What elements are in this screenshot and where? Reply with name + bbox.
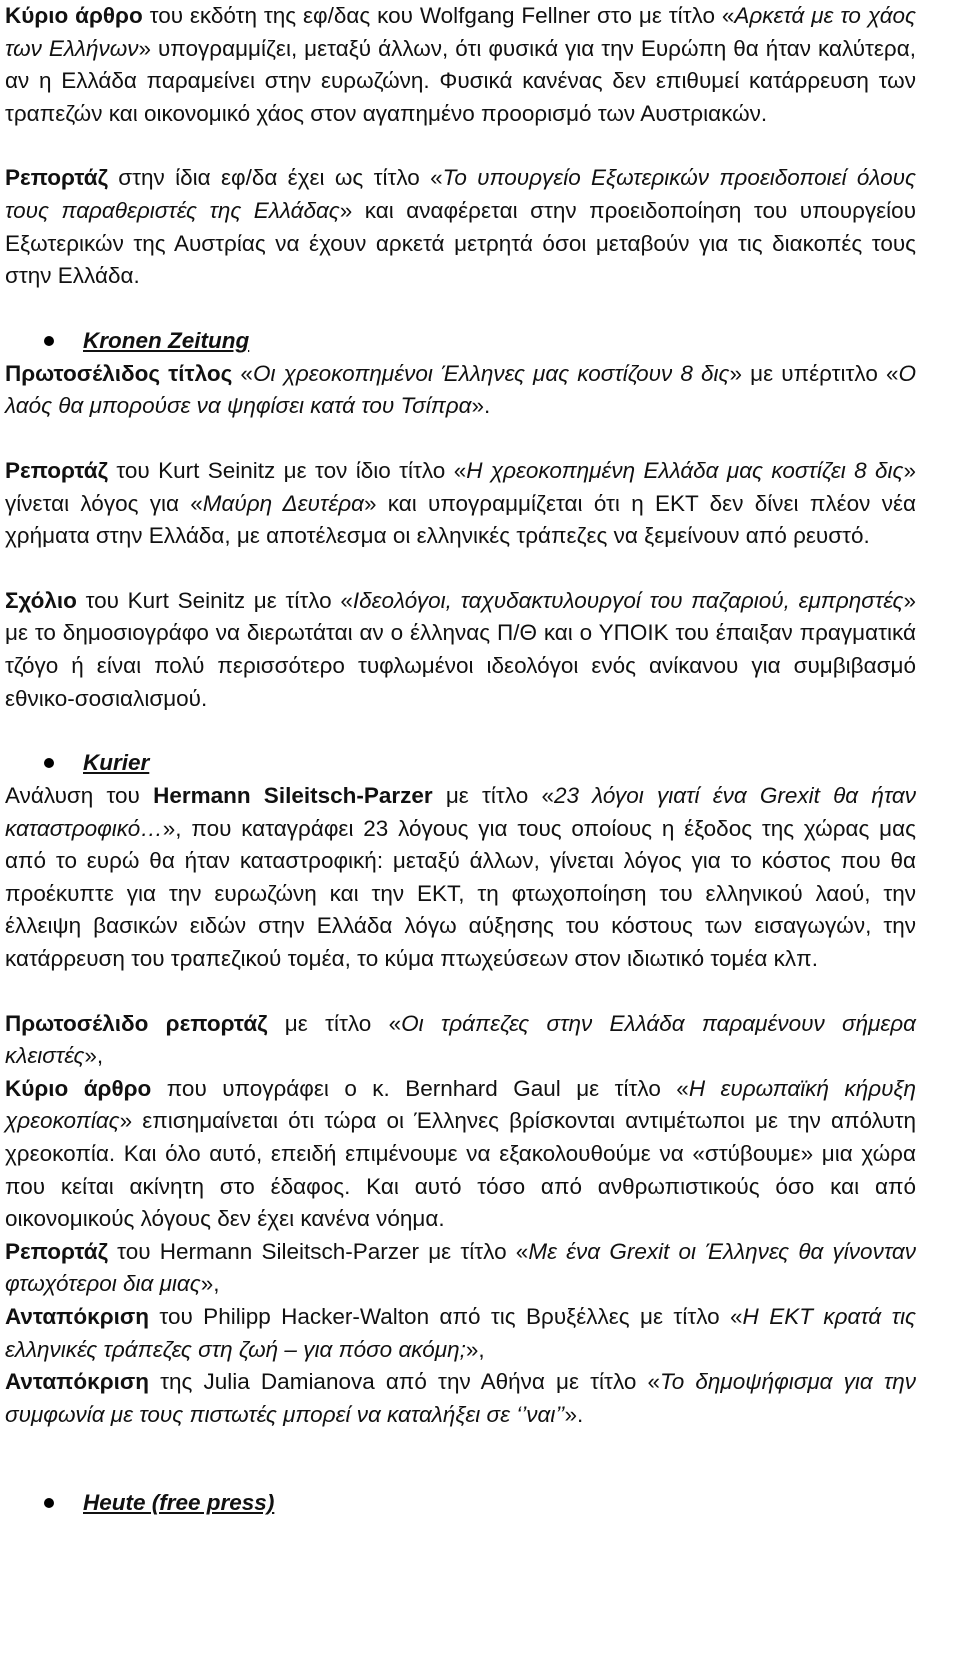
lead-label: Ανταπόκριση <box>5 1369 149 1395</box>
paragraph-report-tourists: Ρεπορτάζ στην ίδια εφ/δα έχει ως τίτλο «Το υπουργείο Εξωτερικών προειδοποιεί όλους τους παραθεριστές της Ελλάδας» και αναφέρεται στην προειδοποίηση του υπουργείου Εξωτερικών της Αυστρίας να έχουν αρκετά μετρητά όσοι μεταβούν για τις διακοπές τους στην Ελλάδα. <box>5 165 916 289</box>
paragraph-kronen-front: Πρωτοσέλιδος τίτλος «Οι χρεοκοπημένοι Έλληνες μας κοστίζουν 8 δις» με υπέρτιτλο «Ο λαός θα μπορούσε να ψηφίσει κατά του Τσίπρα». <box>5 360 917 419</box>
paragraph-kronen-comment: Σχόλιο του Kurt Seinitz με τίτλο «Ιδεολόγοι, ταχυδακτυλουργοί του παζαριού, εμπρηστές» με το δημοσιογράφο να διερωτάται αν ο έλληνας Π/Θ και ο ΥΠΟΙΚ του έπαιξαν πραγματικά τζόγο ή είναι πολύ περισσότερο τυφλωμένοι ιδεολόγοι ενός ανίκανου για συμβιβασμό εθνικο-σοσιαλισμού. <box>5 587 916 711</box>
paragraph-kurier-front: Πρωτοσέλιδο ρεπορτάζ με τίτλο «Οι τράπεζες στην Ελλάδα παραμένουν σήμερα κλειστές», <box>5 1010 916 1069</box>
paragraph-kronen-report: Ρεπορτάζ του Kurt Seinitz με τον ίδιο τίτλο «Η χρεοκοπημένη Ελλάδα μας κοστίζει 8 δις» γίνεται λόγος για «Μαύρη Δευτέρα» και υπογραμμίζεται ότι η ΕΚΤ δεν δίνει πλέον νέα χρήματα στην Ελλάδα, με αποτέλεσμα οι ελληνικές τράπεζες να ξεμείνουν από ρευστό. <box>5 457 916 549</box>
paragraph-kurier-reply-brussels: Ανταπόκριση του Philipp Hacker-Walton από τις Βρυξέλλες με τίτλο «Η ΕΚΤ κρατά τις ελληνικές τράπεζες στη ζωή – για πόσο ακόμη;», <box>5 1304 917 1362</box>
lead-label: Ρεπορτάζ <box>5 457 108 483</box>
newspaper-name: Kronen Zeitung <box>83 327 250 353</box>
lead-label: Σχόλιο <box>5 587 77 613</box>
article-title: Αρκετά με το χάος των Ελλήνων <box>5 3 917 61</box>
article-title: Η ΕΚΤ κρατά τις ελληνικές τράπεζες στη ζωή – για πόσο ακόμη; <box>5 1304 917 1362</box>
author-name: Hermann Sileitsch-Parzer <box>153 783 433 809</box>
article-title: Η ευρωπαϊκή κήρυξη χρεοκοπίας <box>5 1075 916 1134</box>
article-title: Μαύρη Δευτέρα <box>202 490 364 516</box>
lead-label: Κύριο άρθρο <box>5 3 143 28</box>
article-title: Η χρεοκοπημένη Ελλάδα μας κοστίζει 8 δις <box>466 457 904 483</box>
article-title: Με ένα Grexit οι Έλληνες θα γίνονταν φτωχότεροι δια μιας <box>5 1238 916 1297</box>
section-heute <box>5 1487 916 1520</box>
bullet-icon <box>44 336 54 346</box>
lead-label: Ρεπορτάζ <box>5 1238 108 1264</box>
newspaper-name: Kurier <box>83 750 150 776</box>
bullet-icon <box>44 758 54 768</box>
article-title: Το υπουργείο Εξωτερικών προειδοποιεί όλους τους παραθεριστές της Ελλάδας <box>5 165 916 223</box>
bullet-icon <box>44 1498 54 1508</box>
article-title: Οι χρεοκοπημένοι Έλληνες μας κοστίζουν 8 δις <box>252 360 730 386</box>
article-title: Οι τράπεζες στην Ελλάδα παραμένουν σήμερα κλειστές <box>5 1010 916 1069</box>
lead-label: Ανταπόκριση <box>5 1304 149 1329</box>
paragraph-editorial-fellner: Κύριο άρθρο του εκδότη της εφ/δας κου Wolfgang Fellner στο με τίτλο «Αρκετά με το χάος των Ελλήνων» υπογραμμίζει, μεταξύ άλλων, ότι φυσικά για την Ευρώπη θα ήταν καλύτερα, αν η Ελλάδα παραμείνει στην ευρωζώνη. Φυσικά κανένας δεν επιθυμεί κατάρρευση των τραπεζών και οικονομικό χάος στον αγαπημένο προορισμό των Αυστριακών. <box>5 3 917 126</box>
lead-label: Κύριο άρθρο <box>5 1075 152 1101</box>
article-title: 23 λόγοι γιατί ένα Grexit θα ήταν καταστροφικό… <box>5 783 916 841</box>
article-subtitle: Ο λαός θα μπορούσε να ψηφίσει κατά του Τσίπρα <box>5 360 917 419</box>
article-title: Το δημοψήφισμα για την συμφωνία με τους πιστωτές μπορεί να καταλήξει σε ‘’ναι’’ <box>5 1369 916 1427</box>
paragraph-kurier-analysis: Ανάλυση του Hermann Sileitsch-Parzer με τίτλο «23 λόγοι γιατί ένα Grexit θα ήταν καταστροφικό…», που καταγράφει 23 λόγους για τους οποίους η έξοδος της χώρας μας από το ευρώ θα ήταν καταστροφική: μεταξύ άλλων, γίνεται λόγος για το κόστος που θα προέκυπτε για την ευρωζώνη και την ΕΚΤ, τη φτωχοποίηση του ελληνικού λαού, την έλλειψη βασικών ειδών στην Ελλάδα λόγω αύξησης του κόστους των εισαγωγών, την κατάρρευση του τραπεζικού τομέα, το κύμα πτωχεύσεων στον ιδιωτικό τομέα κλπ. <box>5 783 916 972</box>
lead-label: Ρεπορτάζ <box>5 165 108 191</box>
section-kronen-zeitung <box>5 325 916 358</box>
paragraph-kurier-report: Ρεπορτάζ του Hermann Sileitsch-Parzer με τίτλο «Με ένα Grexit οι Έλληνες θα γίνονταν φτωχότεροι δια μιας», <box>5 1238 916 1297</box>
article-title: Ιδεολόγοι, ταχυδακτυλουργοί του παζαριού, εμπρηστές <box>352 587 904 613</box>
paragraph-kurier-reply-athens: Ανταπόκριση της Julia Damianova από την Αθήνα με τίτλο «Το δημοψήφισμα για την συμφωνία με τους πιστωτές μπορεί να καταλήξει σε ‘’ναι’’». <box>5 1369 916 1427</box>
newspaper-name: Heute (free press) <box>83 1490 275 1516</box>
section-kurier <box>5 747 916 780</box>
lead-label: Πρωτοσέλιδος τίτλος <box>5 360 233 386</box>
lead-label: Πρωτοσέλιδο ρεπορτάζ <box>5 1010 268 1036</box>
paragraph-kurier-editorial: Κύριο άρθρο που υπογράφει ο κ. Bernhard Gaul με τίτλο «Η ευρωπαϊκή κήρυξη χρεοκοπίας» επισημαίνεται ότι τώρα οι Έλληνες βρίσκονται αντιμέτωποι με την απόλυτη χρεοκοπία. Και όλο αυτό, επειδή επιμένουμε να εξακολουθούμε να «στύβουμε» μια χώρα που κείται ακίνητη στο έδαφος. Και αυτό τόσο από ανθρωπιστικούς όσο και από οικονομικούς λόγους δεν έχει κανένα νόημα. <box>5 1075 916 1232</box>
